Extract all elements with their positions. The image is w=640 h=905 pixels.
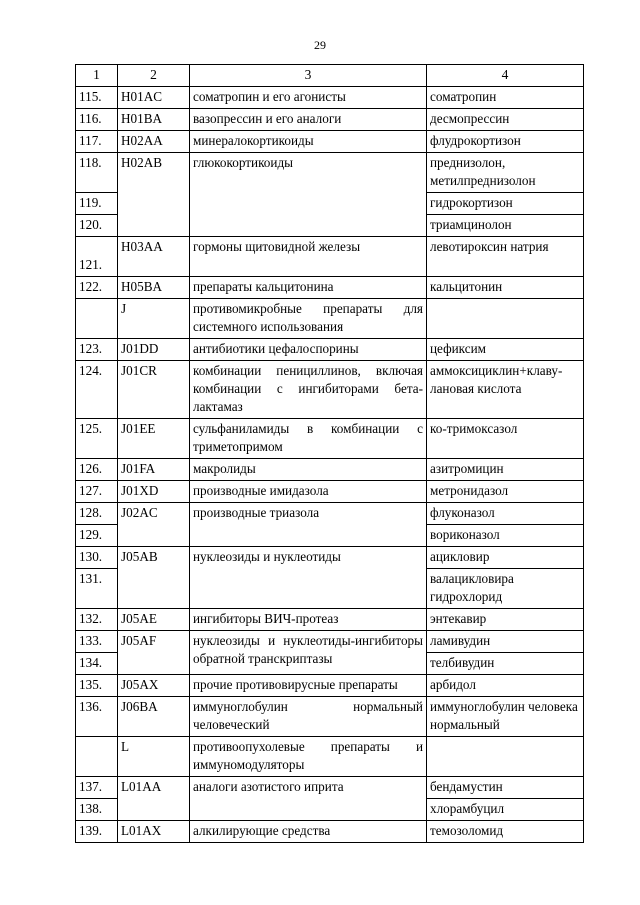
page-number: 29 xyxy=(314,38,326,52)
group-name: нуклеозиды и нуклеотиды-ингибиторы обратной транскриптазы xyxy=(190,631,427,675)
group-name: ингибиторы ВИЧ-протеаз xyxy=(190,609,427,631)
row-number: 128. xyxy=(76,503,118,525)
atc-code: J01EE xyxy=(118,419,190,459)
group-name: сульфаниламиды в комбинации с триметопримом xyxy=(190,419,427,459)
drug-name: вориконазол xyxy=(427,525,584,547)
atc-code: L01AA xyxy=(118,777,190,821)
row-number: 130. xyxy=(76,547,118,569)
row-number: 125. xyxy=(76,419,118,459)
atc-code: J05AE xyxy=(118,609,190,631)
row-number: 131. xyxy=(76,569,118,609)
drug-name: ламивудин xyxy=(427,631,584,653)
row-number: 118. xyxy=(76,153,118,193)
drug-name: бендамустин xyxy=(427,777,584,799)
drug-name: энтекавир xyxy=(427,609,584,631)
drug-name: аммоксициклин+клаву-лановая кислота xyxy=(427,361,584,419)
group-name: препараты кальцитонина xyxy=(190,277,427,299)
drug-name: арбидол xyxy=(427,675,584,697)
table-row xyxy=(76,609,584,631)
group-name: производные триазола xyxy=(190,503,427,547)
header-cell-3: 3 xyxy=(190,65,427,87)
atc-code: J01FA xyxy=(118,459,190,481)
table-row xyxy=(76,821,584,843)
drug-name: левотироксин натрия xyxy=(427,237,584,277)
row-number: 134. xyxy=(76,653,118,675)
row-number xyxy=(76,299,118,339)
table-header-row xyxy=(76,65,584,87)
row-number: 117. xyxy=(76,131,118,153)
atc-code: J05AB xyxy=(118,547,190,609)
table-row xyxy=(76,459,584,481)
group-name: комбинации пенициллинов, включая комбинации с ингибиторами бета-лактамаз xyxy=(190,361,427,419)
row-number: 119. xyxy=(76,193,118,215)
row-number: 138. xyxy=(76,799,118,821)
table-row xyxy=(76,547,584,569)
drug-name: преднизолон, метилпреднизолон xyxy=(427,153,584,193)
atc-code: L01AX xyxy=(118,821,190,843)
drug-name: хлорамбуцил xyxy=(427,799,584,821)
group-name: макролиды xyxy=(190,459,427,481)
table-row xyxy=(76,277,584,299)
group-name: минералокортикоиды xyxy=(190,131,427,153)
atc-code: J xyxy=(118,299,190,339)
group-name: противоопухолевые препараты и иммуномодуляторы xyxy=(190,737,427,777)
atc-code: J06BA xyxy=(118,697,190,737)
group-name: соматропин и его агонисты xyxy=(190,87,427,109)
group-name: нуклеозиды и нуклеотиды xyxy=(190,547,427,609)
atc-code: J02AC xyxy=(118,503,190,547)
header-cell-4: 4 xyxy=(427,65,584,87)
table-row xyxy=(76,631,584,653)
header-cell-2: 2 xyxy=(118,65,190,87)
drug-name: темозоломид xyxy=(427,821,584,843)
atc-code: H01AC xyxy=(118,87,190,109)
table-row xyxy=(76,131,584,153)
drug-name: кальцитонин xyxy=(427,277,584,299)
drug-name: десмопрессин xyxy=(427,109,584,131)
row-number: 116. xyxy=(76,109,118,131)
section-row xyxy=(76,737,584,777)
drug-name: телбивудин xyxy=(427,653,584,675)
drug-table xyxy=(75,64,584,843)
drug-name: флуконазол xyxy=(427,503,584,525)
row-number: 137. xyxy=(76,777,118,799)
group-name: иммуноглобулин нормальный человеческий xyxy=(190,697,427,737)
row-number: 122. xyxy=(76,277,118,299)
table-row xyxy=(76,153,584,193)
atc-code: J01DD xyxy=(118,339,190,361)
header-cell-1: 1 xyxy=(76,65,118,87)
table-row xyxy=(76,339,584,361)
table-row xyxy=(76,109,584,131)
drug-name: соматропин xyxy=(427,87,584,109)
group-name: антибиотики цефалоспорины xyxy=(190,339,427,361)
atc-code: H02AA xyxy=(118,131,190,153)
table-row xyxy=(76,503,584,525)
table-row xyxy=(76,419,584,459)
group-name: производные имидазола xyxy=(190,481,427,503)
drug-name: цефиксим xyxy=(427,339,584,361)
atc-code: J05AF xyxy=(118,631,190,675)
drug-name: флудрокортизон xyxy=(427,131,584,153)
table-row xyxy=(76,777,584,799)
drug-name: метронидазол xyxy=(427,481,584,503)
table-row xyxy=(76,675,584,697)
atc-code: J01XD xyxy=(118,481,190,503)
row-number: 127. xyxy=(76,481,118,503)
group-name: вазопрессин и его аналоги xyxy=(190,109,427,131)
row-number: 124. xyxy=(76,361,118,419)
atc-code: H02AB xyxy=(118,153,190,237)
group-name: аналоги азотистого иприта xyxy=(190,777,427,821)
drug-name: гидрокортизон xyxy=(427,193,584,215)
row-number: 129. xyxy=(76,525,118,547)
section-row xyxy=(76,299,584,339)
atc-code: L xyxy=(118,737,190,777)
group-name: алкилирующие средства xyxy=(190,821,427,843)
drug-name: иммуноглобулин человека нормальный xyxy=(427,697,584,737)
row-number: 115. xyxy=(76,87,118,109)
group-name: глюкокортикоиды xyxy=(190,153,427,237)
row-number xyxy=(76,737,118,777)
row-number: 120. xyxy=(76,215,118,237)
drug-name xyxy=(427,737,584,777)
drug-name: ко-тримоксазол xyxy=(427,419,584,459)
atc-code: J01CR xyxy=(118,361,190,419)
table-row xyxy=(76,237,584,277)
atc-code: J05AX xyxy=(118,675,190,697)
atc-code: H05BA xyxy=(118,277,190,299)
row-number: 126. xyxy=(76,459,118,481)
table-row xyxy=(76,697,584,737)
drug-name: валацикловира гидрохлорид xyxy=(427,569,584,609)
row-number: 123. xyxy=(76,339,118,361)
atc-code: H01BA xyxy=(118,109,190,131)
table-row xyxy=(76,87,584,109)
row-number: 132. xyxy=(76,609,118,631)
atc-code: H03AA xyxy=(118,237,190,277)
group-name: противомикробные препараты для системного использования xyxy=(190,299,427,339)
row-number: 121. xyxy=(76,237,118,277)
drug-name xyxy=(427,299,584,339)
row-number: 136. xyxy=(76,697,118,737)
table-row xyxy=(76,481,584,503)
row-number: 135. xyxy=(76,675,118,697)
table-row xyxy=(76,361,584,419)
drug-name: азитромицин xyxy=(427,459,584,481)
row-number: 133. xyxy=(76,631,118,653)
group-name: гормоны щитовидной железы xyxy=(190,237,427,277)
drug-name: ацикловир xyxy=(427,547,584,569)
drug-name: триамцинолон xyxy=(427,215,584,237)
row-number: 139. xyxy=(76,821,118,843)
group-name: прочие противовирусные препараты xyxy=(190,675,427,697)
